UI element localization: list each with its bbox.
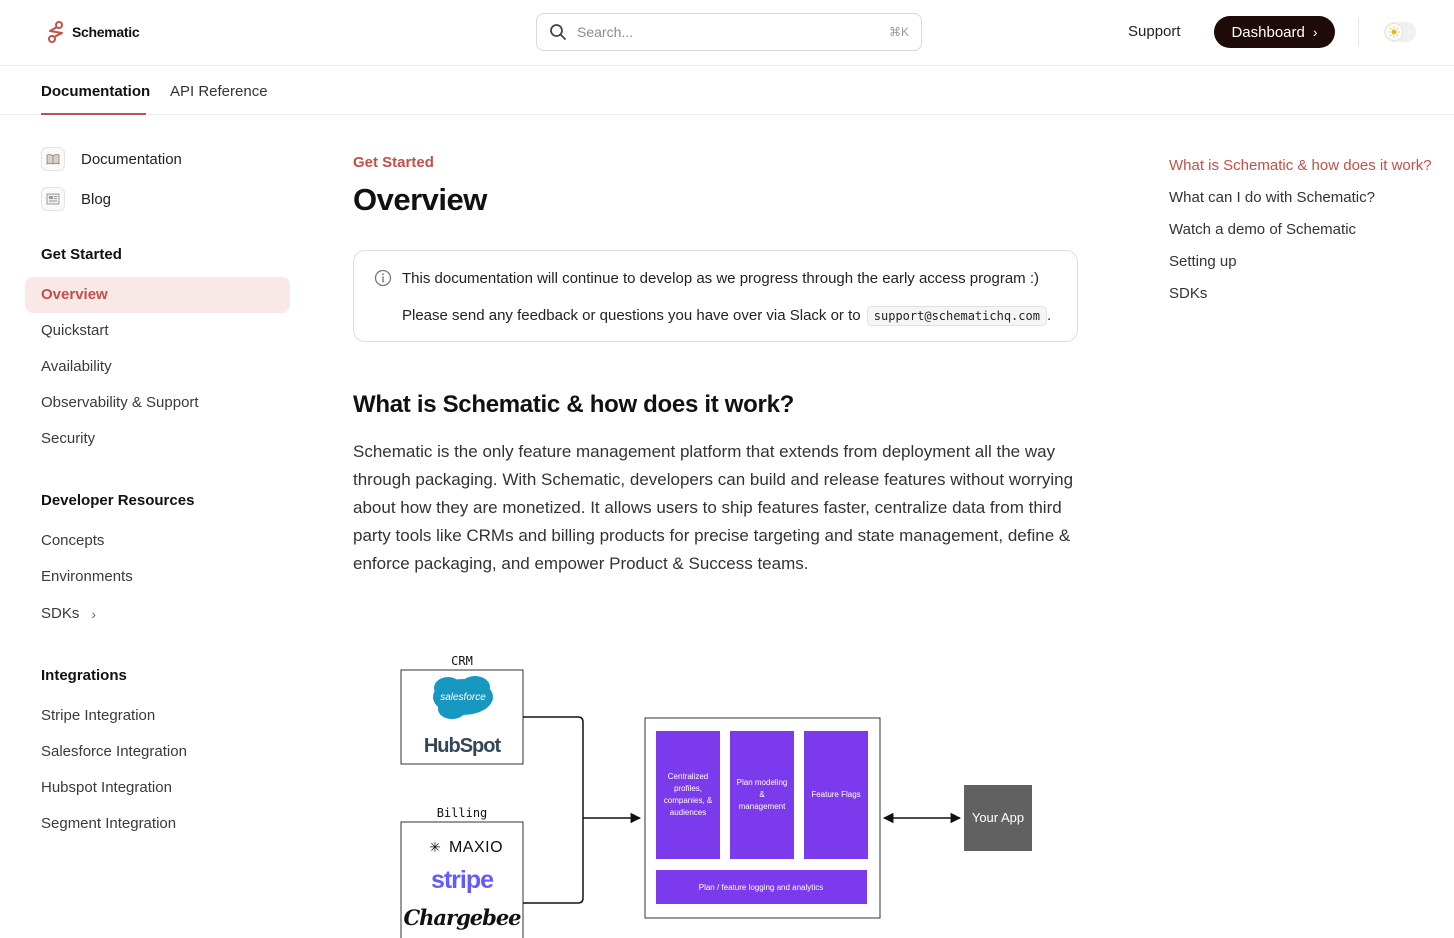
book-icon [41, 147, 65, 171]
plan-modeling-box-label: Plan modeling & management [736, 778, 788, 811]
schematic-logo-icon [46, 20, 66, 44]
svg-text:✳: ✳ [429, 839, 441, 855]
callout-feedback-text: Please send any feedback or questions you have over via Slack or to [402, 307, 861, 324]
support-email: support@schematichq.com [867, 306, 1047, 326]
intro-paragraph: Schematic is the only feature management platform that extends from deployment all the way through packaging. With Schematic, developers can build and release features without worrying about how they are monetized. It allows users to ship features faster, centralize data from third party tools like CRMs and billing products for precise targeting and state management, define & enforce packaging, and empower Product & Success teams. [353, 442, 1074, 573]
feature-flags-box-label: Feature Flags [811, 790, 861, 799]
toc-link-watch-demo[interactable]: Watch a demo of Schematic [1169, 221, 1357, 238]
architecture-diagram [400, 650, 1040, 938]
sidebar-item-hubspot-integration[interactable]: Hubspot Integration [41, 779, 172, 796]
sidebar-item-salesforce-integration[interactable]: Salesforce Integration [41, 743, 187, 760]
dashboard-button[interactable] [1214, 16, 1335, 48]
crm-label: CRM [451, 654, 473, 668]
toc-link-what-can-i-do[interactable]: What can I do with Schematic? [1169, 189, 1375, 206]
sidebar-item-concepts[interactable]: Concepts [41, 532, 105, 549]
brand-name: Schematic [72, 24, 140, 40]
connector-sources [523, 717, 583, 903]
dashboard-label: Dashboard [1231, 23, 1305, 41]
sidebar-heading-developer-resources: Developer Resources [41, 492, 195, 509]
search-input[interactable] [536, 13, 922, 51]
sidebar-link-blog[interactable] [41, 187, 111, 211]
search-icon [549, 23, 567, 41]
svg-text:salesforce: salesforce [440, 692, 486, 703]
callout-period: . [1046, 307, 1052, 324]
docs-tabs [0, 67, 1454, 115]
sidebar-item-environments[interactable]: Environments [41, 568, 133, 585]
maxio-logo [429, 839, 503, 856]
search-shortcut: ⌘K [888, 25, 909, 39]
sidebar-heading-get-started: Get Started [41, 246, 122, 263]
sidebar-link-label: Documentation [81, 150, 182, 168]
brand-logo[interactable] [46, 20, 139, 44]
search-placeholder: Search... [577, 24, 634, 40]
your-app-label: Your App [971, 810, 1025, 825]
sidebar-item-security[interactable]: Security [41, 430, 96, 447]
active-tab-indicator [41, 113, 146, 115]
sidebar-heading-integrations: Integrations [41, 667, 127, 684]
svg-text:MAXIO: MAXIO [448, 839, 504, 856]
sidebar-link-label: Blog [81, 190, 112, 208]
breadcrumb: Get Started [353, 154, 434, 171]
sidebar-item-label: SDKs [41, 605, 80, 622]
tab-documentation[interactable]: Documentation [41, 83, 151, 100]
stripe-logo: stripe [430, 866, 494, 894]
sidebar-item-overview[interactable]: Overview [41, 286, 108, 303]
sun-icon [1385, 23, 1403, 41]
newspaper-icon [41, 187, 65, 211]
profiles-box-label: Centralized profiles, companies, & audiences [663, 772, 713, 817]
sidebar-item-observability[interactable]: Observability & Support [41, 394, 199, 411]
chargebee-logo: Chargebee [403, 905, 521, 930]
info-callout [353, 250, 1078, 342]
header-divider [1358, 18, 1359, 46]
hubspot-logo: HubSpot [423, 735, 501, 757]
billing-label: Billing [436, 806, 488, 820]
callout-feedback-line [402, 307, 1051, 324]
tab-api-reference[interactable]: API Reference [170, 83, 268, 100]
theme-toggle[interactable] [1384, 22, 1416, 42]
sidebar-item-stripe-integration[interactable]: Stripe Integration [41, 707, 156, 724]
top-header [0, 0, 1454, 66]
toc-link-sdks[interactable]: SDKs [1169, 285, 1208, 302]
section-heading: What is Schematic & how does it work? [353, 391, 794, 418]
sidebar-item-availability[interactable]: Availability [41, 358, 112, 375]
sidebar-item-segment-integration[interactable]: Segment Integration [41, 815, 177, 832]
info-icon [374, 269, 392, 287]
sidebar-item-quickstart[interactable]: Quickstart [41, 322, 109, 339]
toc-link-setting-up[interactable]: Setting up [1169, 253, 1237, 270]
page-title: Overview [353, 182, 487, 217]
chevron-right-icon: › [91, 605, 97, 622]
logging-box-label: Plan / feature logging and analytics [698, 883, 824, 892]
toc-link-what-is-schematic[interactable]: What is Schematic & how does it work? [1169, 157, 1432, 174]
callout-text: This documentation will continue to develop as we progress through the early access program :) [402, 270, 1039, 287]
support-link[interactable]: Support [1128, 23, 1181, 40]
sidebar-link-documentation[interactable] [41, 147, 182, 171]
chevron-right-icon: › [1312, 24, 1318, 40]
sidebar-item-sdks[interactable] [41, 605, 96, 622]
